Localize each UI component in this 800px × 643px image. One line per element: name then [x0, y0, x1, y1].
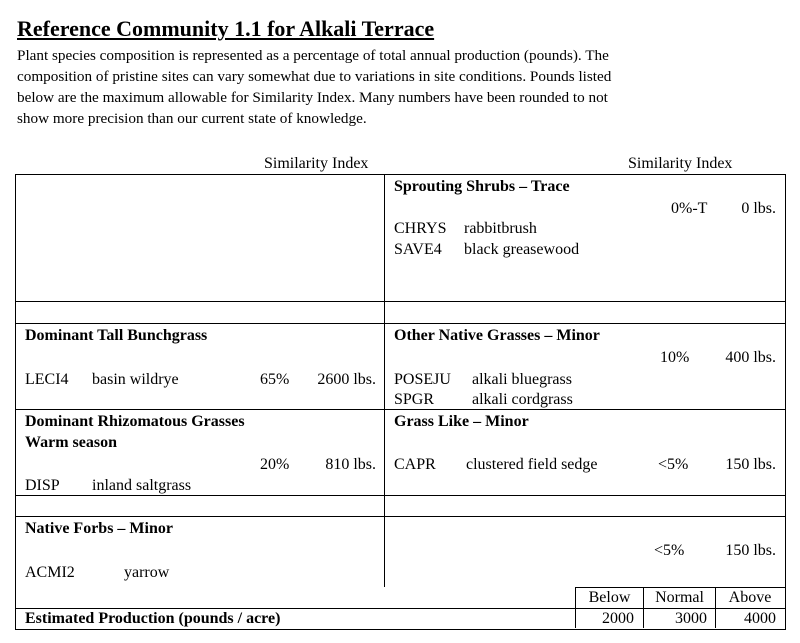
- species-name: black greasewood: [464, 241, 580, 258]
- group-percent: 0%-T: [671, 200, 708, 217]
- species-name: clustered field sedge: [466, 456, 598, 473]
- page-title: Reference Community 1.1 for Alkali Terrace: [17, 16, 435, 41]
- species-name: yarrow: [124, 564, 170, 581]
- table-rule: [15, 516, 785, 517]
- group-pounds: 810 lbs.: [325, 456, 376, 473]
- production-value-normal: 3000: [675, 610, 707, 627]
- species-pounds: 2600 lbs.: [317, 371, 376, 388]
- production-header-above: Above: [728, 589, 772, 606]
- species-name: alkali bluegrass: [472, 371, 572, 388]
- group-percent: 20%: [260, 456, 290, 473]
- species-code: CHRYS: [394, 220, 447, 237]
- intro-line: composition of pristine sites can vary somewhat due to variations in site conditions. Pounds listed: [17, 68, 612, 85]
- group-percent: <5%: [654, 542, 685, 559]
- species-code: POSEJU: [394, 371, 451, 388]
- production-value-below: 2000: [602, 610, 634, 627]
- species-name: inland saltgrass: [92, 477, 192, 494]
- species-percent: <5%: [658, 456, 689, 473]
- species-percent: 65%: [260, 371, 290, 388]
- group-title-rhizomatous-grasses: Dominant Rhizomatous Grasses: [25, 413, 245, 430]
- production-header-below: Below: [588, 589, 631, 606]
- production-header-normal: Normal: [655, 589, 704, 606]
- group-pounds: 400 lbs.: [725, 349, 776, 366]
- intro-line: Plant species composition is represented as a percentage of total annual production (pounds). The: [17, 47, 609, 64]
- table-rule: [15, 301, 785, 302]
- species-code: LECI4: [25, 371, 69, 388]
- species-name: basin wildrye: [92, 371, 179, 388]
- species-name: alkali cordgrass: [472, 391, 573, 408]
- similarity-index-header-left: Similarity Index: [264, 155, 369, 172]
- table-rule: [15, 323, 785, 324]
- species-code: SAVE4: [394, 241, 442, 258]
- intro-line: show more precision than our current state of knowledge.: [17, 110, 367, 127]
- species-code: DISP: [25, 477, 60, 494]
- group-pounds: 150 lbs.: [725, 542, 776, 559]
- group-title-sprouting-shrubs: Sprouting Shrubs – Trace: [394, 178, 570, 195]
- group-title-grass-like: Grass Like – Minor: [394, 413, 529, 430]
- species-code: CAPR: [394, 456, 436, 473]
- group-title-other-native-grasses: Other Native Grasses – Minor: [394, 327, 600, 344]
- production-value-above: 4000: [744, 610, 776, 627]
- group-percent: 10%: [660, 349, 690, 366]
- group-title-tall-bunchgrass: Dominant Tall Bunchgrass: [25, 327, 208, 344]
- production-label: Estimated Production (pounds / acre): [25, 610, 281, 627]
- group-subtitle-warm-season: Warm season: [25, 434, 117, 451]
- group-title-native-forbs: Native Forbs – Minor: [25, 520, 173, 537]
- species-code: SPGR: [394, 391, 435, 408]
- species-name: rabbitbrush: [464, 220, 537, 237]
- intro-paragraph: [17, 45, 787, 129]
- species-code: ACMI2: [25, 564, 75, 581]
- intro-line: below are the maximum allowable for Similarity Index. Many numbers have been rounded to not: [17, 89, 608, 106]
- group-pounds: 0 lbs.: [741, 200, 776, 217]
- species-pounds: 150 lbs.: [725, 456, 776, 473]
- similarity-index-header-right: Similarity Index: [628, 155, 733, 172]
- table-column-divider: [384, 174, 385, 587]
